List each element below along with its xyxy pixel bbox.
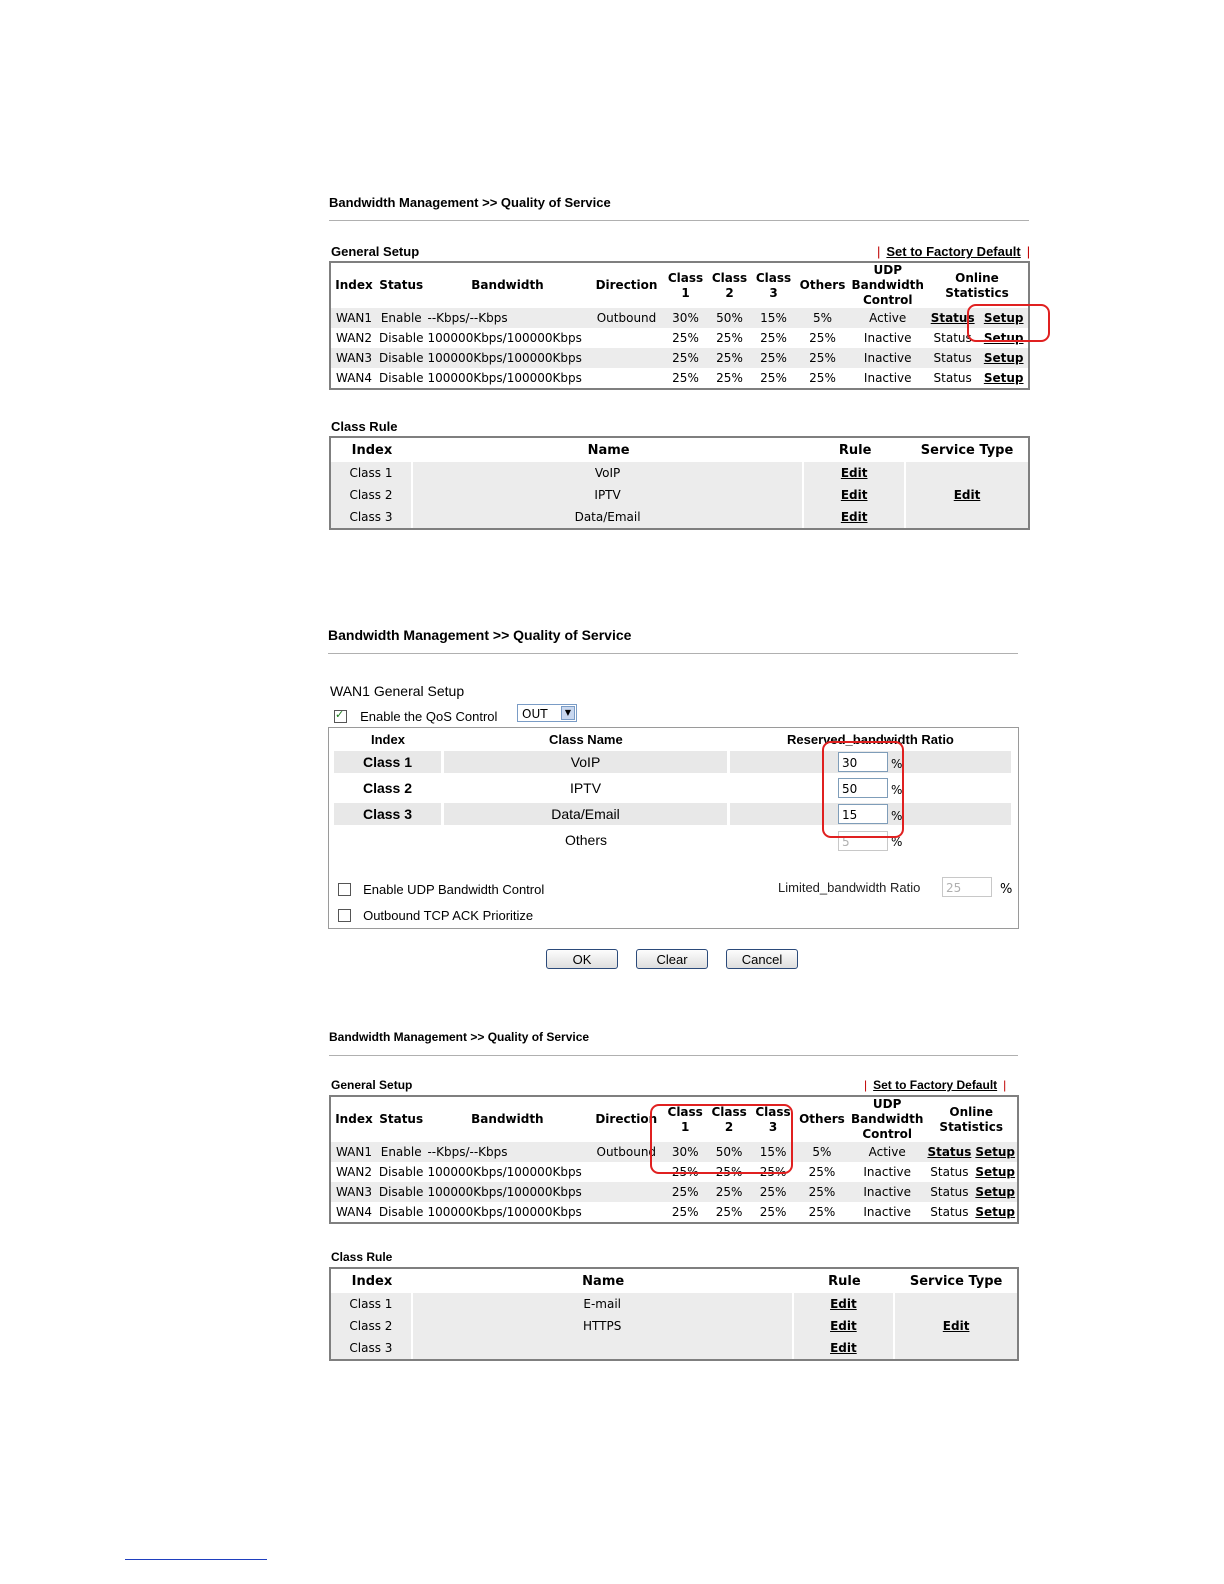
table-cell: Active <box>849 1142 926 1162</box>
table-cell <box>973 1142 1017 1162</box>
set-factory-default-link[interactable]: Set to Factory Default <box>886 244 1021 259</box>
highlight-ratio-inputs <box>822 741 904 838</box>
table-cell: 25% <box>809 331 836 345</box>
status-text: Status <box>930 1185 969 1199</box>
clear-button[interactable]: Clear <box>636 949 708 969</box>
column-header: Bandwidth <box>471 1112 544 1126</box>
enable-qos-row <box>334 706 497 725</box>
table-cell: Disable <box>379 371 424 385</box>
rule-edit-link[interactable]: Edit <box>840 466 868 480</box>
column-header: Service Type <box>909 1273 1003 1289</box>
table-cell: 25% <box>716 331 743 345</box>
table-cell: 25% <box>808 1205 836 1219</box>
qos-settings-box <box>328 727 1019 929</box>
table-cell: 5% <box>796 308 850 328</box>
table-cell <box>925 1142 973 1162</box>
table-cell: 25% <box>751 1182 795 1202</box>
table-cell <box>794 1337 896 1359</box>
table-cell <box>804 484 906 506</box>
column-header: Others <box>799 278 846 292</box>
reserved-ratio-input[interactable]: 15 <box>838 804 888 824</box>
table-cell: Class 1 <box>331 462 413 484</box>
table-cell: Outbound <box>590 308 664 328</box>
table-row <box>331 348 1028 368</box>
table-cell: 30% <box>663 1142 707 1162</box>
table-cell <box>794 1315 896 1337</box>
status-text: Status <box>933 371 972 385</box>
table-cell: WAN1 <box>331 308 377 328</box>
percent-label: % <box>891 783 903 797</box>
table-cell: WAN4 <box>335 1205 372 1219</box>
column-header: Class 1 <box>667 270 704 300</box>
class-ratio-row <box>334 777 1011 799</box>
column-header: Name <box>582 1273 625 1289</box>
table-cell: --Kbps/--Kbps <box>426 308 590 328</box>
limited-ratio-label: Limited_bandwidth Ratio <box>778 880 921 895</box>
table-cell: 25% <box>708 348 752 368</box>
column-header: Index <box>335 278 373 292</box>
setup-link[interactable]: Setup <box>975 1165 1015 1179</box>
table-cell <box>973 1162 1017 1182</box>
cancel-button[interactable]: Cancel <box>726 949 798 969</box>
table-cell: 25% <box>752 348 796 368</box>
table-cell: Class 2 <box>331 1315 413 1337</box>
table-cell: Class 3 <box>331 1337 413 1359</box>
direction-value: OUT <box>522 707 548 721</box>
column-header: Online Statistics <box>945 270 1009 300</box>
table-cell: 25% <box>715 1205 743 1219</box>
table-cell: 100000Kbps/100000Kbps <box>427 1205 582 1219</box>
table-cell: 25% <box>715 1165 743 1179</box>
table-cell <box>794 1293 896 1315</box>
table-cell <box>925 1182 973 1202</box>
setup-link[interactable]: Setup <box>975 1205 1015 1219</box>
table-cell: WAN2 <box>335 1165 372 1179</box>
set-factory-default-link[interactable]: Set to Factory Default <box>873 1078 998 1092</box>
table-cell: 25% <box>760 331 787 345</box>
class-rule-heading: Class Rule <box>331 419 398 434</box>
header-class-name: Class Name <box>549 732 623 747</box>
table-cell <box>590 368 664 388</box>
table-cell: Outbound <box>589 1142 663 1162</box>
table-cell: 25% <box>663 1182 707 1202</box>
table-cell: Disable <box>378 1205 424 1219</box>
table-cell: 25% <box>716 371 743 385</box>
percent-label: % <box>1000 882 1013 897</box>
table-cell: Enable <box>377 1142 426 1162</box>
table-cell <box>925 1202 973 1222</box>
setup-link[interactable]: Setup <box>983 331 1024 345</box>
divider <box>329 220 1029 221</box>
rule-edit-link[interactable]: Edit <box>830 1319 857 1333</box>
table-row <box>331 462 1028 484</box>
setup-link[interactable]: Setup <box>983 311 1024 325</box>
udp-checkbox[interactable] <box>338 883 351 896</box>
ratio-table-header <box>329 732 1018 750</box>
divider <box>328 653 1018 654</box>
percent-label: % <box>891 809 903 823</box>
page-title: Bandwidth Management >> Quality of Service <box>329 195 611 210</box>
class-index: Class 1 <box>362 754 413 770</box>
table-cell: 25% <box>664 348 708 368</box>
table-cell <box>973 1182 1017 1202</box>
table-cell: Enable <box>377 308 426 328</box>
class-name: Data/Email <box>551 806 620 822</box>
column-header: Status <box>379 278 424 292</box>
tcp-ack-row <box>338 905 533 924</box>
status-text: Status <box>930 1165 969 1179</box>
table-row <box>331 328 1028 348</box>
table-cell: WAN2 <box>335 331 373 345</box>
column-header: Class 2 <box>711 270 748 300</box>
column-header: Class 3 <box>755 270 792 300</box>
table-cell: 50% <box>707 1142 751 1162</box>
table-cell <box>589 1182 663 1202</box>
class-rule-table <box>329 1267 1019 1361</box>
status-link[interactable]: Status <box>927 1145 972 1159</box>
table-cell: 25% <box>809 371 836 385</box>
footer-link-line <box>125 1559 267 1560</box>
table-cell: 15% <box>752 308 796 328</box>
general-setup-heading: General Setup <box>331 244 420 259</box>
column-header: Status <box>379 1112 424 1126</box>
table-cell <box>804 462 906 484</box>
table-cell: Inactive <box>863 1165 911 1179</box>
table-cell <box>804 506 906 528</box>
rule-edit-link[interactable]: Edit <box>840 510 868 524</box>
table-cell: 25% <box>672 331 699 345</box>
others-label: Others <box>564 832 607 848</box>
service-type-cell <box>895 1293 1017 1359</box>
service-type-edit-link[interactable]: Edit <box>953 488 981 502</box>
class-index: Class 2 <box>362 780 413 796</box>
table-row <box>331 308 1028 328</box>
column-header: Direction <box>595 1112 658 1126</box>
percent-label: % <box>891 835 903 849</box>
udp-row <box>338 879 544 898</box>
table-cell: Class 1 <box>331 1293 413 1315</box>
table-cell <box>926 348 979 368</box>
rule-edit-link[interactable]: Edit <box>830 1297 857 1311</box>
table-cell: 25% <box>671 1165 699 1179</box>
chevron-down-icon: ▼ <box>561 706 575 720</box>
column-header: Service Type <box>920 442 1014 458</box>
column-header: Index <box>351 1273 393 1289</box>
wan1-general-setup-heading: WAN1 General Setup <box>330 683 465 699</box>
class-ratio-row <box>334 803 1011 825</box>
status-text: Status <box>933 351 972 365</box>
table-cell <box>926 368 979 388</box>
table-cell <box>973 1202 1017 1222</box>
header-reserved-ratio: Reserved_bandwidth Ratio <box>787 732 954 747</box>
service-type-cell <box>906 462 1028 528</box>
class-rule-table <box>329 436 1030 530</box>
column-header: Index <box>351 442 393 458</box>
page-title: Bandwidth Management >> Quality of Service <box>328 627 632 643</box>
table-cell: Inactive <box>863 331 912 345</box>
setup-link[interactable]: Setup <box>975 1185 1015 1199</box>
highlight-class-columns <box>650 1104 793 1174</box>
direction-select[interactable] <box>517 704 577 722</box>
table-cell: Disable <box>378 1165 424 1179</box>
table-cell <box>590 328 664 348</box>
column-header: Class 1 <box>667 1104 703 1134</box>
reserved-ratio-input[interactable]: 30 <box>838 752 888 772</box>
table-cell <box>979 348 1028 368</box>
tcp-ack-label: Outbound TCP ACK Prioritize <box>363 908 534 923</box>
table-cell: 25% <box>759 1165 787 1179</box>
table-cell: IPTV <box>413 484 804 506</box>
table-cell: --Kbps/--Kbps <box>425 1142 589 1162</box>
table-row <box>331 1202 1017 1222</box>
service-type-edit-link[interactable]: Edit <box>942 1319 970 1333</box>
percent-label: % <box>891 757 903 771</box>
table-cell: 25% <box>759 1205 787 1219</box>
status-text: Status <box>930 1205 969 1219</box>
column-header: Index <box>335 1112 373 1126</box>
tcp-ack-checkbox[interactable] <box>338 909 351 922</box>
column-header: Others <box>799 1112 845 1126</box>
header-row <box>331 438 1028 462</box>
column-header: Direction <box>595 278 658 292</box>
table-cell: Inactive <box>849 1182 926 1202</box>
table-cell: Active <box>850 308 926 328</box>
header-row <box>331 263 1028 308</box>
table-cell: WAN4 <box>335 371 373 385</box>
limited-ratio-input: 25 <box>942 877 992 897</box>
column-header: Rule <box>828 1273 861 1289</box>
factory-default-link-wrap: | Set to Factory Default | <box>864 1078 1007 1092</box>
class-index: Class 3 <box>362 806 413 822</box>
column-header: UDP Bandwidth Control <box>851 263 924 307</box>
table-cell: 100000Kbps/100000Kbps <box>426 348 590 368</box>
class-rule-heading: Class Rule <box>331 1250 393 1264</box>
table-cell: Class 3 <box>331 506 413 528</box>
status-text: Status <box>933 331 972 345</box>
header-index: Index <box>371 732 405 747</box>
setup-link[interactable]: Setup <box>975 1145 1015 1159</box>
header-row <box>331 1269 1017 1293</box>
enable-qos-checkbox[interactable] <box>334 710 347 723</box>
table-cell: 30% <box>664 308 708 328</box>
table-cell: WAN1 <box>331 1142 377 1162</box>
table-cell: HTTPS <box>413 1315 794 1337</box>
table-cell: 100000Kbps/100000Kbps <box>427 331 582 345</box>
table-cell: 25% <box>672 371 699 385</box>
table-row <box>331 1182 1017 1202</box>
table-cell: Inactive <box>850 348 926 368</box>
udp-label: Enable UDP Bandwidth Control <box>363 882 545 897</box>
table-cell <box>589 1202 663 1222</box>
table-cell: 5% <box>795 1142 849 1162</box>
table-row <box>331 1293 1017 1315</box>
divider <box>329 1055 1018 1056</box>
table-cell: Data/Email <box>413 506 804 528</box>
reserved-ratio-input[interactable]: 50 <box>838 778 888 798</box>
class-name: IPTV <box>569 780 602 796</box>
table-cell: 25% <box>808 1165 836 1179</box>
table-row <box>331 368 1028 388</box>
table-cell: 100000Kbps/100000Kbps <box>425 1182 589 1202</box>
rule-edit-link[interactable]: Edit <box>840 488 868 502</box>
table-cell: 25% <box>796 348 850 368</box>
table-cell: Inactive <box>863 1205 911 1219</box>
column-header: Rule <box>838 442 872 458</box>
table-cell: 50% <box>708 308 752 328</box>
ok-button[interactable]: OK <box>546 949 618 969</box>
table-cell: 25% <box>671 1205 699 1219</box>
factory-default-link-wrap: | Set to Factory Default | <box>877 244 1031 259</box>
setup-link[interactable]: Setup <box>983 351 1024 365</box>
column-header: Class 3 <box>755 1104 791 1134</box>
table-cell <box>413 1337 794 1359</box>
table-cell: Class 2 <box>331 484 413 506</box>
page-title: Bandwidth Management >> Quality of Service <box>329 1030 590 1044</box>
table-cell: 100000Kbps/100000Kbps <box>427 371 582 385</box>
column-header: UDP Bandwidth Control <box>850 1097 924 1141</box>
table-cell: 25% <box>707 1182 751 1202</box>
table-cell: 25% <box>795 1182 849 1202</box>
rule-edit-link[interactable]: Edit <box>830 1341 857 1355</box>
table-cell: VoIP <box>413 462 804 484</box>
class-name: VoIP <box>570 754 601 770</box>
table-cell: Disable <box>377 1182 426 1202</box>
table-cell: 15% <box>751 1142 795 1162</box>
table-cell <box>590 348 664 368</box>
others-row <box>334 829 1011 851</box>
enable-qos-label: Enable the QoS Control <box>360 709 498 724</box>
column-header: Class 2 <box>711 1104 747 1134</box>
table-cell: Disable <box>377 348 426 368</box>
table-cell: 25% <box>760 371 787 385</box>
table-cell: 100000Kbps/100000Kbps <box>427 1165 582 1179</box>
table-cell <box>925 1162 973 1182</box>
table-cell: Inactive <box>863 371 912 385</box>
table-cell: E-mail <box>413 1293 794 1315</box>
column-header: Bandwidth <box>471 278 544 292</box>
status-link[interactable]: Status <box>930 311 975 325</box>
column-header: Name <box>587 442 630 458</box>
general-setup-heading: General Setup <box>331 1078 413 1092</box>
table-cell <box>979 368 1028 388</box>
setup-link[interactable]: Setup <box>983 371 1024 385</box>
table-cell: WAN3 <box>331 1182 377 1202</box>
column-header: Online Statistics <box>939 1104 1003 1134</box>
highlight-setup <box>967 304 1050 342</box>
general-setup-table <box>329 261 1030 390</box>
others-ratio-input: 5 <box>838 831 888 851</box>
table-cell: WAN3 <box>331 348 377 368</box>
class-ratio-row <box>334 751 1011 773</box>
table-cell: Disable <box>379 331 424 345</box>
